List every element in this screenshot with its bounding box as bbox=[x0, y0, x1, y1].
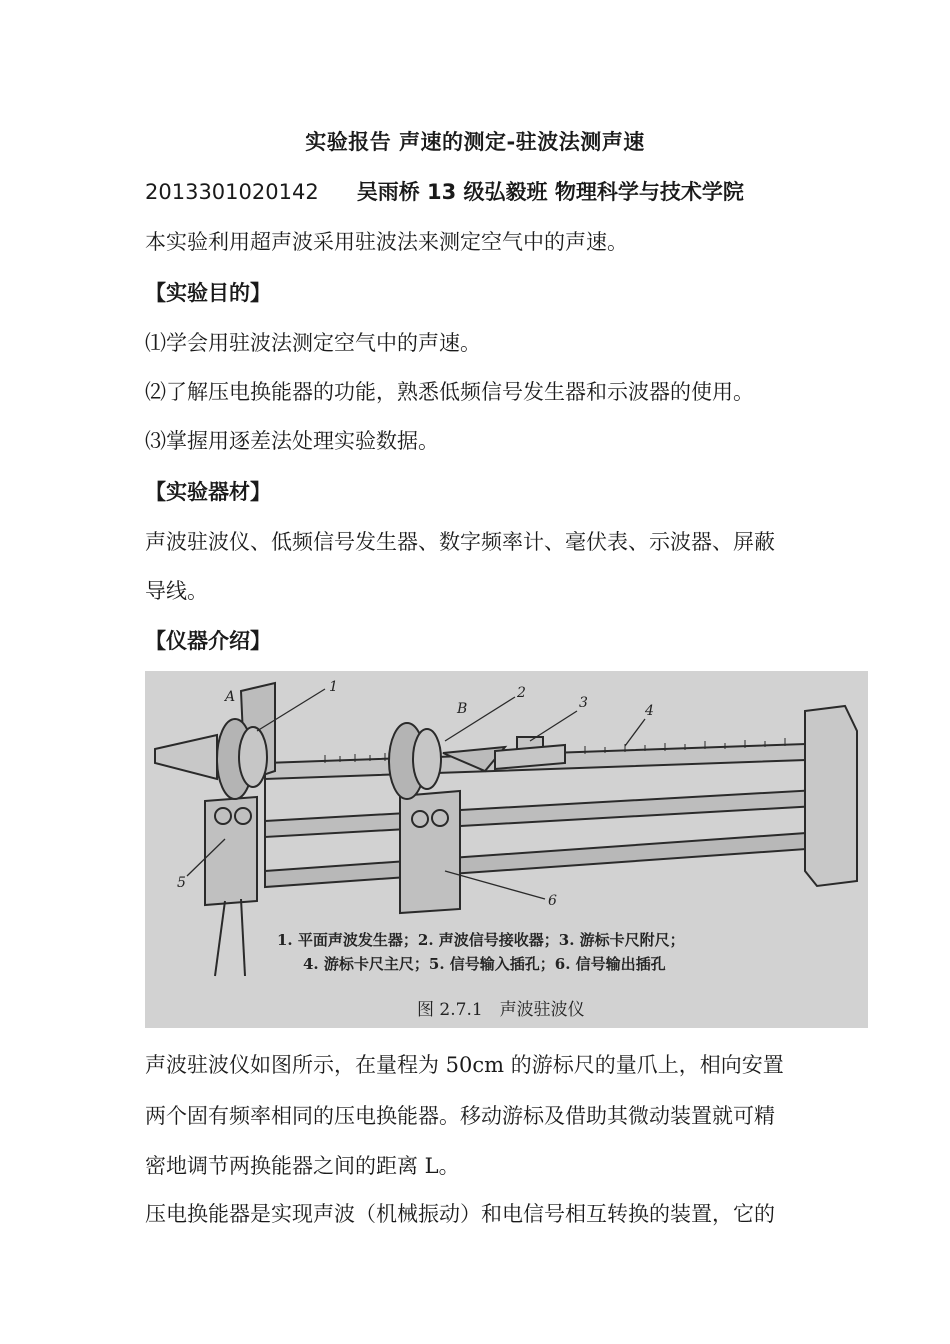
intro-text: 本实验利用超声波采用驻波法来测定空气中的声速。 bbox=[145, 230, 628, 254]
label-3: 3 bbox=[579, 695, 588, 711]
instrument-heading: 【仪器介绍】 bbox=[145, 629, 271, 653]
figure-legend-line2: 4. 游标卡尺主尺；5. 信号输入插孔；6. 信号输出插孔 bbox=[303, 955, 666, 973]
figure-title: 图 2.7.1 声波驻波仪 bbox=[417, 1000, 585, 1020]
label-1: 1 bbox=[329, 679, 338, 695]
author-info: 吴雨桥 13 级弘毅班 物理科学与技术学院 bbox=[356, 180, 744, 204]
label-4: 4 bbox=[645, 703, 654, 719]
body-text: 压电换能器是实现声波（机械振动）和电信号相互转换的装置，它的 bbox=[145, 1202, 775, 1226]
label-B: B bbox=[457, 701, 468, 717]
student-id: 2013301020142 bbox=[145, 180, 319, 204]
purpose-item: ⑵了解压电换能器的功能，熟悉低频信号发生器和示波器的使用。 bbox=[145, 380, 754, 404]
purpose-item: ⑶掌握用逐差法处理实验数据。 bbox=[145, 429, 439, 453]
label-5: 5 bbox=[177, 875, 186, 891]
body-text: 密地调节两换能器之间的距离 L。 bbox=[145, 1154, 460, 1178]
report-title: 实验报告 声速的测定-驻波法测声速 bbox=[305, 130, 645, 154]
body-text: 声波驻波仪如图所示，在量程为 50cm 的游标尺的量爪上，相向安置 bbox=[145, 1053, 784, 1077]
purpose-heading: 【实验目的】 bbox=[145, 281, 271, 305]
equipment-text: 导线。 bbox=[145, 579, 208, 603]
body-text: 两个固有频率相同的压电换能器。移动游标及借助其微动装置就可精 bbox=[145, 1104, 775, 1128]
figure-legend-line1: 1. 平面声波发生器；2. 声波信号接收器；3. 游标卡尺附尺； bbox=[277, 931, 685, 949]
purpose-item: ⑴学会用驻波法测定空气中的声速。 bbox=[145, 331, 481, 355]
label-6: 6 bbox=[548, 893, 557, 909]
equipment-text: 声波驻波仪、低频信号发生器、数字频率计、毫伏表、示波器、屏蔽 bbox=[145, 530, 775, 554]
apparatus-drawing bbox=[145, 671, 868, 1028]
apparatus-figure bbox=[145, 671, 868, 1028]
author-line bbox=[145, 176, 744, 206]
label-2: 2 bbox=[517, 685, 526, 701]
label-A: A bbox=[225, 689, 236, 705]
equipment-heading: 【实验器材】 bbox=[145, 480, 271, 504]
